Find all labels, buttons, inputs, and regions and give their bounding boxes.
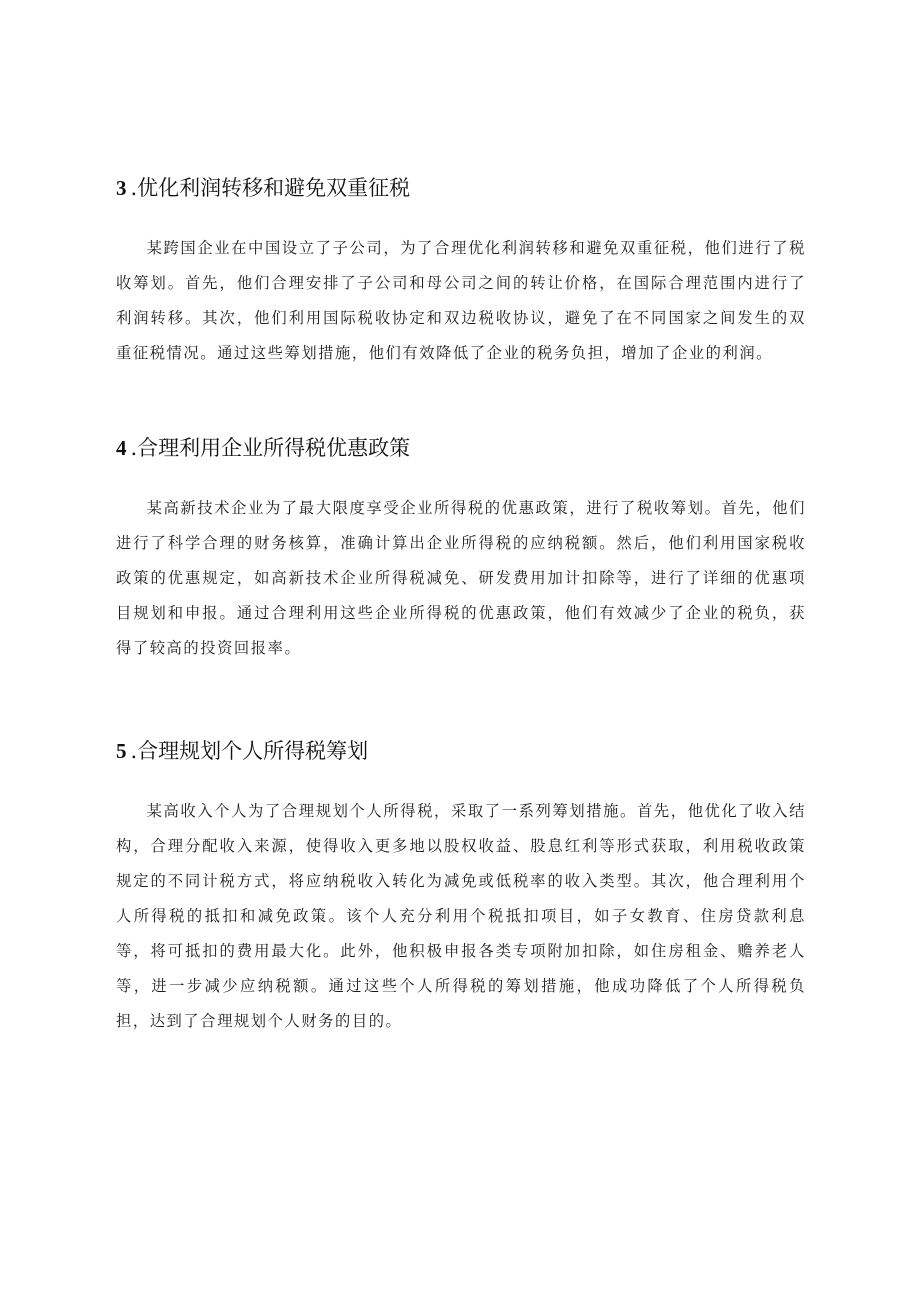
- section-number: 5: [116, 739, 127, 763]
- section-heading: [116, 736, 806, 766]
- section-title: .优化利润转移和避免双重征税: [130, 176, 411, 200]
- section-4: [116, 433, 806, 666]
- section-heading: [116, 433, 806, 463]
- section-number: 4: [116, 436, 127, 460]
- section-heading: [116, 173, 806, 203]
- section-5: [116, 736, 806, 1039]
- section-title: .合理规划个人所得税筹划: [130, 739, 369, 763]
- section-paragraph: 某跨国企业在中国设立了子公司，为了合理优化利润转移和避免双重征税，他们进行了税收筹划。首先，他们合理安排了子公司和母公司之间的转让价格，在国际合理范围内进行了利润转移。其次，他们利用国际税收协定和双边税收协议，避免了在不同国家之间发生的双重征税情况。通过这些筹划措施，他们有效降低了企业的税务负担，增加了企业的利润。: [116, 239, 806, 362]
- section-3: [116, 173, 806, 371]
- section-number: 3: [116, 176, 127, 200]
- section-paragraph: 某高新技术企业为了最大限度享受企业所得税的优惠政策，进行了税收筹划。首先，他们进行了科学合理的财务核算，准确计算出企业所得税的应纳税额。然后，他们利用国家税收政策的优惠规定，如高新技术企业所得税减免、研发费用加计扣除等，进行了详细的优惠项目规划和申报。通过合理利用这些企业所得税的优惠政策，他们有效减少了企业的税负，获得了较高的投资回报率。: [116, 499, 806, 657]
- section-title: .合理利用企业所得税优惠政策: [130, 436, 411, 460]
- section-paragraph: 某高收入个人为了合理规划个人所得税，采取了一系列筹划措施。首先，他优化了收入结构，合理分配收入来源，使得收入更多地以股权收益、股息红利等形式获取，利用税收政策规定的不同计税方式，将应纳税收入转化为减免或低税率的收入类型。其次，他合理利用个人所得税的抵扣和减免政策。该个人充分利用个税抵扣项目，如子女教育、住房贷款利息等，将可抵扣的费用最大化。此外，他积极申报各类专项附加扣除，如住房租金、赡养老人等，进一步减少应纳税额。通过这些个人所得税的筹划措施，他成功降低了个人所得税负担，达到了合理规划个人财务的目的。: [116, 802, 806, 1030]
